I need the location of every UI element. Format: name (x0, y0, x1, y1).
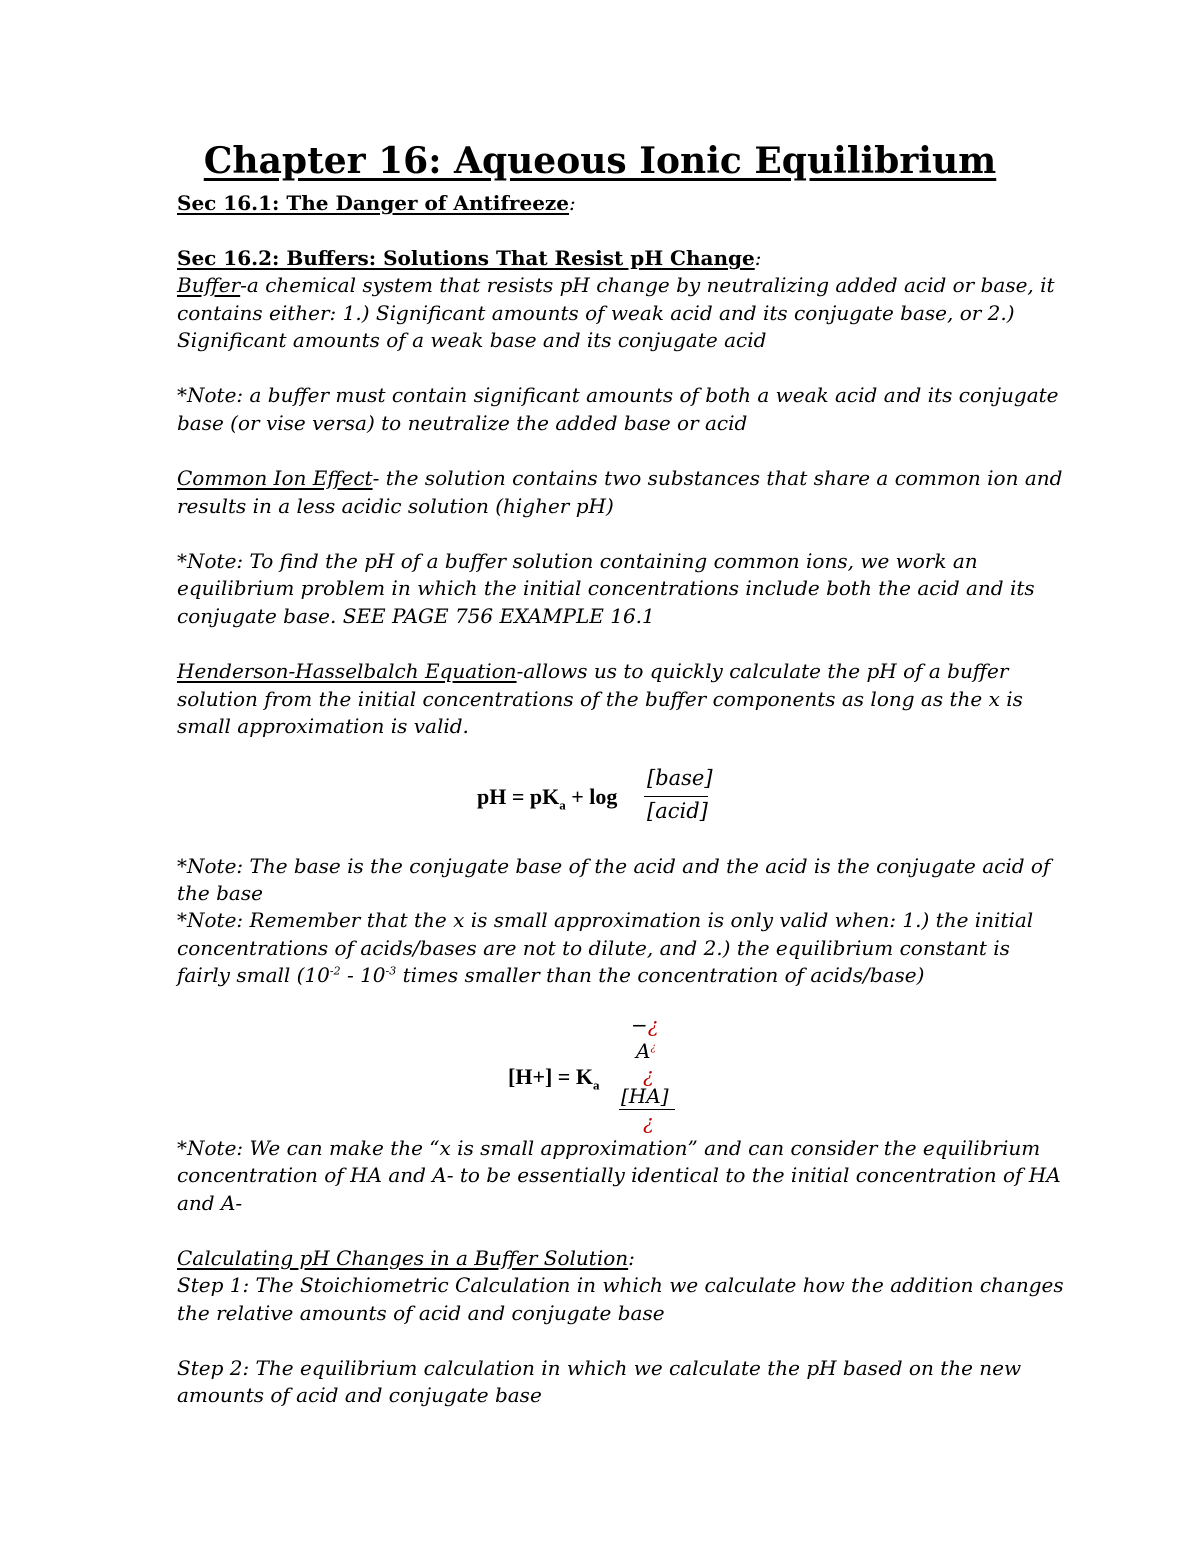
common-ion-term: Common Ion Effect (177, 466, 373, 490)
note-1-line-2: base (or vise versa) to neutralize the added base or acid (177, 411, 748, 435)
hplus-ha-symbol: [HA] (621, 1084, 669, 1108)
step-2-line-2: amounts of acid and conjugate base (177, 1383, 542, 1407)
note-5-line-1: *Note: We can make the “x is small approximation” and can consider the equilibrium (177, 1136, 1041, 1160)
buffer-term: Buffer (177, 273, 241, 297)
note-5-line-2: concentration of HA and A- to be essentially identical to the initial concentration of HA (177, 1163, 1061, 1187)
note-5-line-3: and A- (177, 1191, 243, 1215)
hh-numerator: [base] (647, 766, 713, 790)
hplus-minus-glyph: −¿ (631, 1013, 659, 1037)
note-2-line-2: equilibrium problem in which the initial concentrations include both the acid and its (177, 576, 1035, 600)
sec-16-2-heading: Sec 16.2: Buffers: Solutions That Resist pH Change: (177, 246, 762, 270)
hh-line-3: small approximation is valid. (177, 714, 469, 738)
note-1-line-1: *Note: a buffer must contain significant amounts of both a weak acid and its conjugate (177, 383, 1059, 407)
note-2-line-3: conjugate base. SEE PAGE 756 EXAMPLE 16.1 (177, 604, 655, 628)
hh-line-1: Henderson-Hasselbalch Equation-allows us to quickly calculate the pH of a buffer (177, 659, 1009, 683)
note-4-line-3: fairly small ($10^{-2} - 10^{-3}$ times smaller than the concentration of acids/base) (177, 963, 925, 987)
buffer-definition-line-2: contains either: 1.) Significant amounts of weak acid and its conjugate base, or 2.) (177, 301, 1015, 325)
note-4-line-1: *Note: Remember that the x is small approximation is only valid when: 1.) the initial (177, 908, 1034, 932)
step-2-line-1: Step 2: The equilibrium calculation in which we calculate the pH based on the new (177, 1356, 1022, 1380)
hplus-glyph-middle: ¿ (643, 1063, 654, 1087)
step-1-line-1: Step 1: The Stoichiometric Calculation in which we calculate how the addition changes (177, 1273, 1064, 1297)
common-ion-line-1: Common Ion Effect- the solution contains two substances that share a common ion and (177, 466, 1063, 490)
hplus-a-symbol: A¿ (636, 1039, 656, 1063)
buffer-definition-line-1: Buffer-a chemical system that resists pH change by neutralizing added acid or base, it (177, 273, 1055, 297)
hplus-glyph-bottom: ¿ (643, 1110, 654, 1134)
calc-heading: Calculating pH Changes in a Buffer Solution: (177, 1246, 635, 1270)
step-1-line-2: the relative amounts of acid and conjugate base (177, 1301, 665, 1325)
buffer-definition-line-3: Significant amounts of a weak base and its conjugate acid (177, 328, 767, 352)
hh-line-2: solution from the initial concentrations of the buffer components as long as the x is (177, 687, 1023, 711)
note-3-line-2: the base (177, 881, 263, 905)
hh-fraction-bar (644, 796, 708, 797)
note-2-line-1: *Note: To find the pH of a buffer solution containing common ions, we work an (177, 549, 978, 573)
hh-term: Henderson-Hasselbalch Equation (177, 659, 517, 683)
hplus-equation-left: $[H+] = K_a$ (508, 1064, 600, 1093)
sec-16-1-heading: Sec 16.1: The Danger of Antifreeze: (177, 191, 576, 215)
note-3-line-1: *Note: The base is the conjugate base of the acid and the acid is the conjugate acid of (177, 854, 1051, 878)
common-ion-line-2: results in a less acidic solution (higher pH) (177, 494, 614, 518)
hh-equation-left: pH = $pK_a + \log$ (477, 784, 618, 813)
hh-denominator: [acid] (647, 799, 708, 823)
note-4-line-2: concentrations of acids/bases are not to dilute, and 2.) the equilibrium constant is (177, 936, 1010, 960)
page-title: Chapter 16: Aqueous Ionic Equilibrium (203, 140, 997, 182)
